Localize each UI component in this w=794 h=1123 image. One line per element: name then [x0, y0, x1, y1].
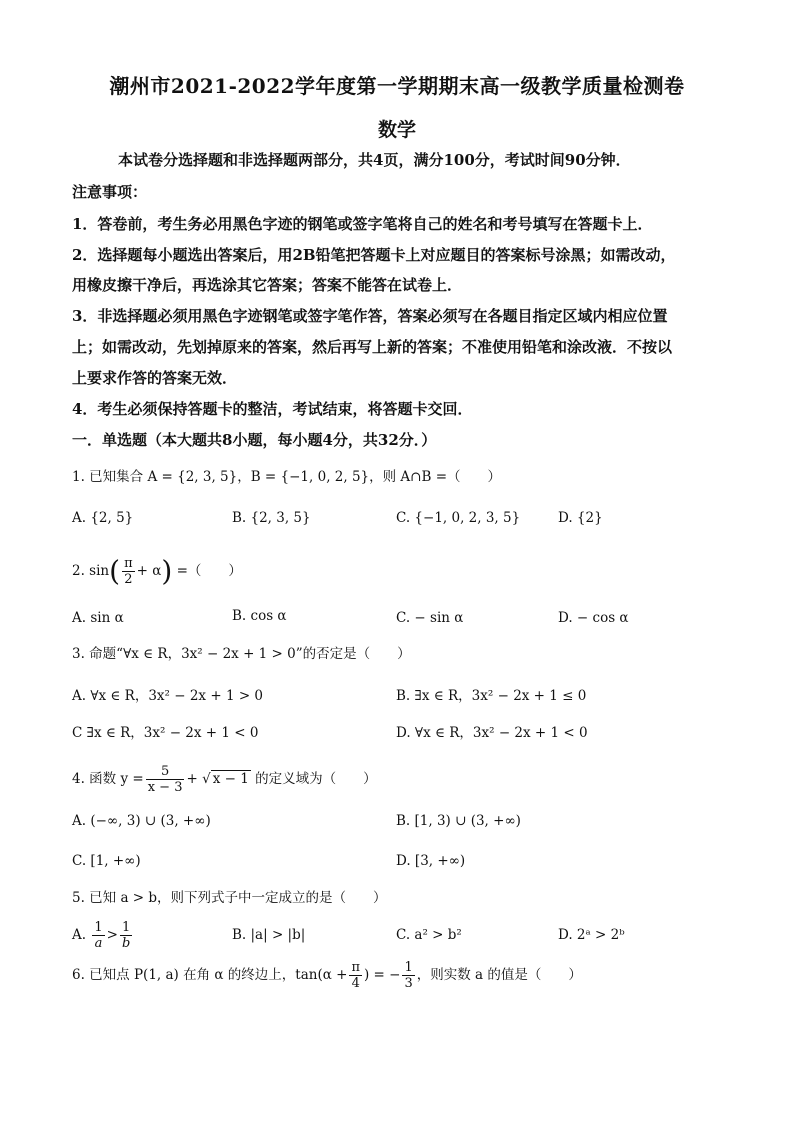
fraction-numerator: 1 [94, 920, 103, 935]
question-5-option-d: D. 2ᵃ > 2ᵇ [558, 927, 625, 943]
question-3-option-a: A. ∀x ∈ R，3x² − 2x + 1 > 0 [72, 688, 264, 704]
option-a-fraction-right [120, 920, 132, 951]
question-4-option-c: C. [1, +∞) [72, 853, 141, 869]
question-4-option-a: A. (−∞, 3) ∪ (3, +∞) [72, 813, 211, 829]
question-6-fraction-pi [349, 960, 362, 991]
question-5-stem: 5. 已知 a > b，则下列式子中一定成立的是（ ） [72, 890, 387, 906]
question-2-fraction [122, 556, 135, 587]
question-4-fraction [146, 764, 185, 795]
fraction-numerator: π [124, 556, 133, 571]
question-5-option-b: B. |a| > |b| [232, 927, 306, 943]
fraction-numerator: 1 [120, 920, 132, 936]
question-2-suffix: + α [136, 563, 162, 579]
question-2-prefix: 2. sin [72, 563, 110, 579]
question-4-stem [72, 760, 377, 798]
notice-item: 2．选择题每小题选出答案后，用2B铅笔把答题卡上对应题目的答案标号涂黑；如需改动， [72, 246, 676, 264]
question-6-end: ，则实数 a 的值是（ ） [416, 967, 582, 983]
section-heading: 一．单选题（本大题共8小题，每小题4分，共32分．） [72, 431, 437, 449]
sqrt-body: x − 1 [212, 771, 249, 787]
notice-item: 上要求作答的答案无效． [72, 369, 238, 387]
notice-heading: 注意事项： [72, 183, 148, 201]
question-4-option-b: B. [1, 3) ∪ (3, +∞) [396, 813, 521, 829]
question-2-option-c: C. − sin α [396, 610, 464, 626]
question-5-option-a [72, 916, 134, 954]
question-3-option-b: B. ∃x ∈ R，3x² − 2x + 1 ≤ 0 [396, 688, 587, 704]
notice-item: 3．非选择题必须用黑色字迹钢笔或签字笔作答，答案必须写在各题目指定区域内相应位置 [72, 307, 668, 325]
fraction-denominator: 2 [124, 572, 133, 587]
question-2-end: =（ ） [172, 563, 242, 579]
fraction-denominator: 4 [351, 976, 360, 991]
question-1-option-d: D. {2} [558, 510, 603, 526]
fraction-denominator: a [94, 936, 103, 951]
question-4-option-d: D. [3, +∞) [396, 853, 466, 869]
fraction-numerator: 1 [404, 960, 413, 975]
question-4-prefix: 4. 函数 y = [72, 771, 144, 787]
notice-item: 上；如需改动，先划掉原来的答案，然后再写上新的答案；不准使用铅笔和涂改液．不按以 [72, 338, 673, 356]
question-2-option-d: D. − cos α [558, 610, 629, 626]
option-label: A. [72, 927, 87, 943]
question-2-option-b: B. cos α [232, 608, 287, 624]
question-3-stem: 3. 命题“∀x ∈ R，3x² − 2x + 1 > 0”的否定是（ ） [72, 646, 411, 662]
question-4-mid: + √ [186, 771, 211, 787]
fraction-denominator: b [121, 936, 131, 951]
exam-title: 潮州市2021-2022学年度第一学期期末高一级教学质量检测卷 [109, 74, 685, 98]
question-4-end: 的定义域为（ ） [250, 771, 377, 787]
question-1-stem: 1. 已知集合 A = {2, 3, 5}，B = {−1, 0, 2, 5}，则 A∩B =（ ） [72, 469, 502, 485]
question-5-option-c: C. a² > b² [396, 927, 462, 943]
question-3-option-c: C ∃x ∈ R，3x² − 2x + 1 < 0 [72, 725, 259, 741]
fraction-denominator: 3 [404, 976, 413, 991]
question-1-option-c: C. {−1, 0, 2, 3, 5} [396, 510, 521, 526]
greater-than: > [106, 927, 118, 943]
question-3-option-d: D. ∀x ∈ R，3x² − 2x + 1 < 0 [396, 725, 588, 741]
notice-item: 1．答卷前，考生务必用黑色字迹的钢笔或签字笔将自己的姓名和考号填写在答题卡上． [72, 215, 653, 233]
fraction-numerator: π [351, 960, 360, 975]
question-6-stem [72, 956, 582, 994]
exam-subject: 数学 [377, 119, 416, 141]
option-a-fraction-left [92, 920, 104, 951]
question-2-option-a: A. sin α [72, 610, 124, 626]
question-1-option-b: B. {2, 3, 5} [232, 510, 311, 526]
question-6-mid: ) = − [364, 967, 401, 983]
fraction-numerator: 5 [146, 764, 185, 780]
notice-item: 用橡皮擦干净后，再选涂其它答案；答案不能答在试卷上． [72, 276, 463, 294]
notice-item: 4．考生必须保持答题卡的整洁，考试结束，将答题卡交回． [72, 400, 473, 418]
question-6-prefix: 6. 已知点 P(1, a) 在角 α 的终边上，tan(α + [72, 967, 348, 983]
question-2-stem: 2. sin( $\frac{\pi}{2}$ + α) =（ ） [72, 554, 242, 588]
question-6-fraction-third [402, 960, 414, 991]
fraction-denominator: x − 3 [147, 780, 183, 795]
exam-intro: 本试卷分选择题和非选择题两部分，共4页，满分100分，考试时间90分钟． [118, 151, 631, 169]
question-1-option-a: A. {2, 5} [72, 510, 134, 526]
